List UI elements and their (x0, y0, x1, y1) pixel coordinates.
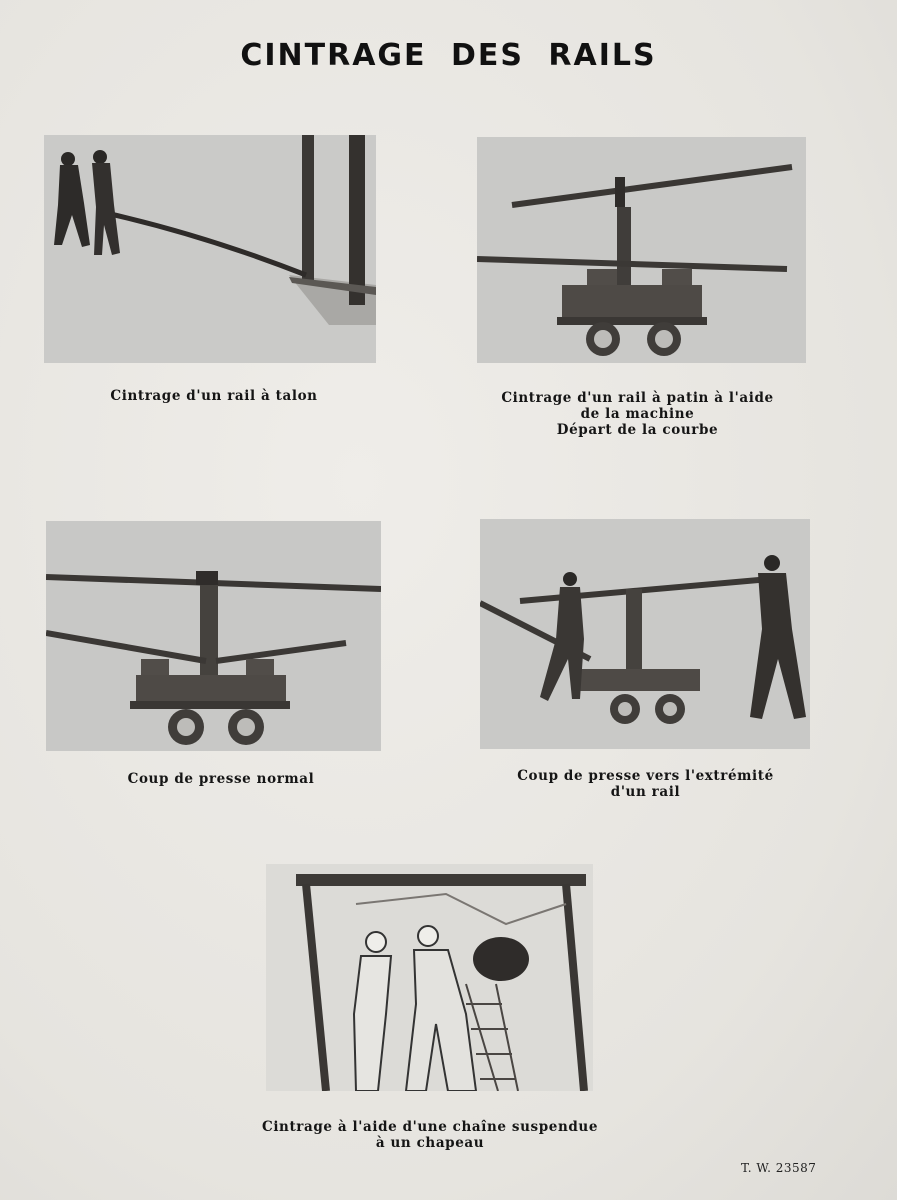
page-title: CINTRAGE DES RAILS (240, 38, 657, 73)
caption-fig1 (44, 388, 384, 404)
caption-line: Coup de presse vers l'extrémité (517, 768, 774, 784)
caption-line: de la machine (580, 406, 695, 422)
photo-machine-depart-courbe (477, 137, 806, 363)
photo-coup-presse-normal (46, 521, 381, 751)
reference-number: T. W. 23587 (741, 1161, 817, 1175)
caption-line: Coup de presse normal (127, 771, 315, 787)
caption-line: Cintrage à l'aide d'une chaîne suspendue (261, 1119, 599, 1135)
caption-line: Cintrage d'un rail à patin à l'aide (501, 390, 774, 406)
caption-line: Départ de la courbe (556, 422, 719, 438)
caption-line: d'un rail (610, 784, 681, 800)
photo-coup-presse-extremite (480, 519, 810, 749)
caption-fig4 (478, 768, 813, 800)
photo-rail-a-talon (44, 135, 376, 363)
caption-line: à un chapeau (375, 1135, 485, 1151)
caption-fig3 (46, 771, 396, 787)
caption-fig5 (225, 1119, 635, 1151)
illustration-chaine-suspendue (266, 864, 593, 1091)
caption-line: Cintrage d'un rail à talon (110, 388, 318, 404)
caption-fig2 (470, 390, 805, 438)
